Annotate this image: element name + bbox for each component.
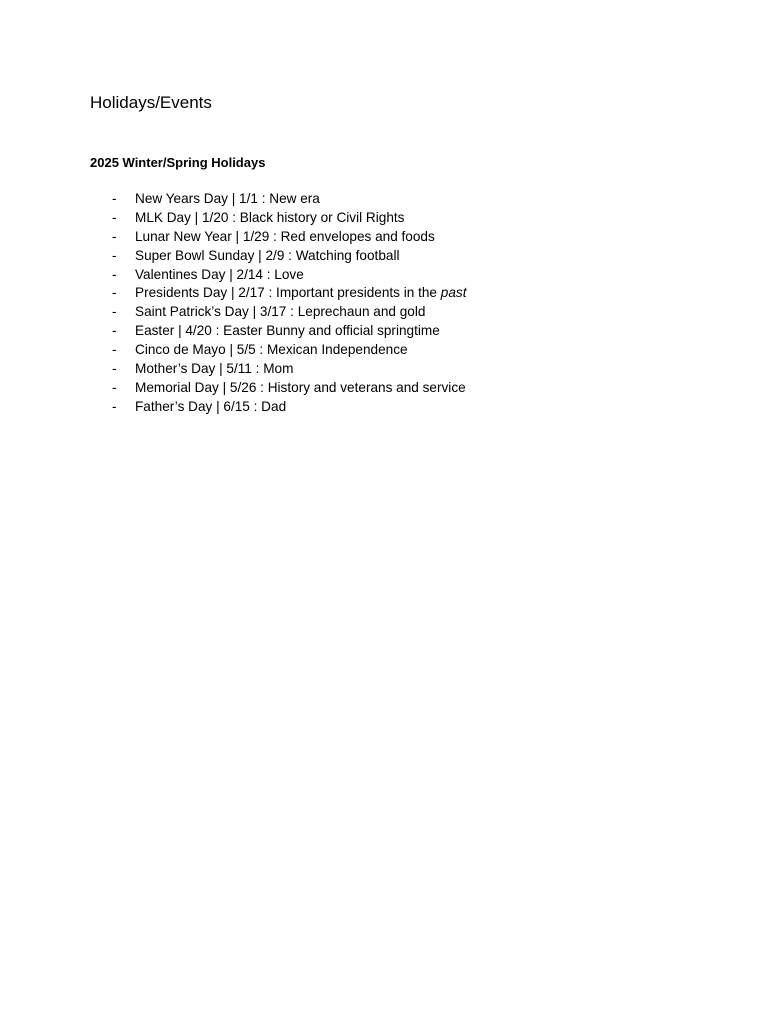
list-item	[90, 209, 466, 228]
list-item-text: Saint Patrick’s Day | 3/17 : Leprechaun and gold	[135, 304, 426, 320]
bullet-dash: -	[112, 304, 117, 320]
list-item	[90, 228, 466, 247]
bullet-dash: -	[112, 247, 117, 263]
holiday-list	[90, 190, 466, 417]
list-item-text: Father’s Day | 6/15 : Dad	[135, 398, 287, 414]
bullet-dash: -	[112, 191, 117, 206]
section-heading: 2025 Winter/Spring Holidays	[90, 155, 266, 170]
list-item-text: Cinco de Mayo | 5/5 : Mexican Independence	[135, 342, 408, 358]
bullet-dash: -	[112, 266, 117, 282]
bullet-dash: -	[112, 398, 117, 414]
list-item	[90, 266, 466, 285]
list-item-text: New Years Day | 1/1 : New era	[135, 191, 320, 206]
list-item-text: Memorial Day | 5/26 : History and veterans and service	[135, 379, 466, 395]
bullet-dash: -	[112, 361, 117, 377]
list-item-text: Lunar New Year | 1/29 : Red envelopes and foods	[135, 228, 435, 244]
bullet-dash: -	[112, 379, 117, 395]
bullet-dash: -	[112, 342, 117, 358]
list-item-text: Valentines Day | 2/14 : Love	[135, 266, 304, 282]
list-item	[90, 360, 466, 379]
list-item-text: Easter | 4/20 : Easter Bunny and official springtime	[135, 323, 440, 339]
list-item	[90, 341, 466, 360]
list-item	[90, 398, 466, 417]
list-item	[90, 190, 466, 209]
bullet-dash: -	[112, 209, 117, 225]
list-item	[90, 247, 466, 266]
bullet-dash: -	[112, 228, 117, 244]
list-item-text: MLK Day | 1/20 : Black history or Civil Rights	[135, 209, 405, 225]
document-title: Holidays/Events	[90, 93, 212, 112]
list-item	[90, 322, 466, 341]
bullet-dash: -	[112, 323, 117, 339]
list-item	[90, 303, 466, 322]
bullet-dash: -	[112, 285, 117, 301]
list-item-text: Mother’s Day | 5/11 : Mom	[135, 361, 294, 377]
list-item-emphasis: past	[440, 285, 467, 301]
list-item-text: Presidents Day | 2/17 : Important presidents in the	[135, 285, 441, 301]
list-item	[90, 379, 466, 398]
list-item-text: Super Bowl Sunday | 2/9 : Watching football	[135, 247, 400, 263]
list-item	[90, 284, 466, 303]
